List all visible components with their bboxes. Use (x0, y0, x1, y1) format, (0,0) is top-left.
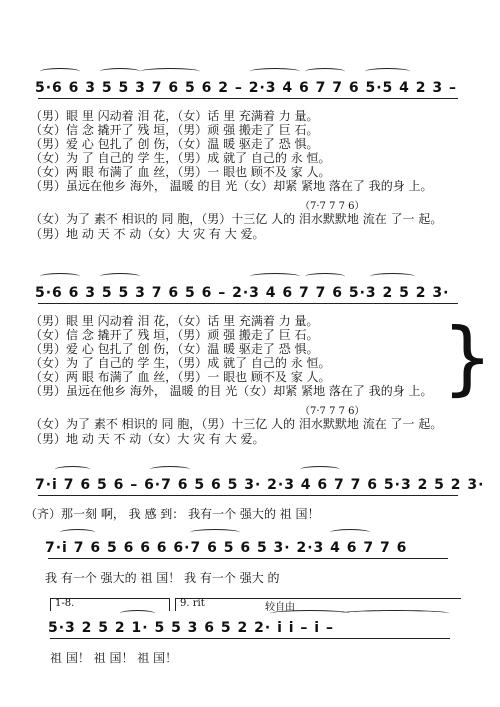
brace-icon: } (442, 311, 493, 404)
lyric-line: 祖 国！ 祖 国！ 祖 国！ (50, 651, 178, 665)
notes-line: 5·3 2 5 2 1· 5 5 3 6 5 2 2· i i – i – (48, 620, 334, 636)
slur (300, 466, 340, 473)
lyric-line: （男）眼 里 闪动着 泪 花，（女）话 里 充满着 力 量。 (30, 314, 319, 328)
beam-line (38, 98, 458, 99)
lyric-line: （女）信 念 撬开了 残 垣，（男）顽 强 搬走了 巨 石。 (30, 123, 319, 137)
slur (330, 529, 370, 536)
slur (60, 529, 95, 536)
volta-label-2: 9. rit (180, 598, 205, 609)
notes-line: 5·6 6 3 5 5 3 7 6 5 6 2 – 2·3 4 6 7 7 6 5·5 4 2 3 – (35, 80, 457, 96)
lyric-line: （女）为 了 自己的 学 生，（男）成 就了 自己的 永 恒。 (30, 151, 331, 165)
lyric-line: （男）眼 里 闪动着 泪 花，（女）话 里 充满着 力 量。 (30, 109, 319, 123)
slur (55, 466, 90, 473)
lyric-line: （男）地 动 天 不 动（女）大 灾 有 大 爱。 (30, 227, 265, 241)
notes-line: 5·6 6 3 5 5 3 7 6 5 6 – 2·3 4 6 7 7 6 5·3 2 5 2 3· (35, 285, 450, 301)
slur (190, 529, 240, 536)
lyric-line: （男）地 动 天 不 动（女）大 灾 有 大 爱。 (30, 432, 265, 446)
notes-line: 7·i 7 6 5 6 – 6·7 6 5 6 5 3· 2·3 4 6 7 7 6 5·3 2 5 2 3· (35, 477, 485, 493)
slur (365, 68, 410, 75)
slur (305, 68, 345, 75)
lyric-line: （男）虽远在他乡 海外， 温暖 的目 光（女）却紧 紧地 落在了 我的身 上。 (30, 384, 433, 398)
slur (140, 68, 200, 75)
slur (250, 273, 300, 280)
tag-notes: （7·7 7 7 6） (300, 201, 365, 212)
lyric-line: （女）为了 素不 相识的 同 胞，（男）十三亿 人的 泪水默默地 流在 了一 起。 (30, 212, 443, 226)
lyric-line: （女）为 了 自己的 学 生，（男）成 就了 自己的 永 恒。 (30, 356, 331, 370)
beam-line (38, 495, 458, 496)
tag-notes: （7·7 7 7 6） (300, 406, 365, 417)
lyric-line: （女）两 眼 布满了 血 丝，（男）一 眼也 顾不及 家 人。 (30, 165, 331, 179)
lyric-line: 我 有一个 强大的 祖 国！ 我 有一个 强大 的 (45, 571, 280, 585)
tempo-marking: 较自由 (265, 602, 295, 613)
slur (120, 610, 155, 617)
slur (150, 466, 190, 473)
lyric-line: （齐）那一刻 啊， 我 感 到： 我有一个 强大的 祖 国！ (25, 507, 320, 521)
lyric-line: （女）信 念 撬开了 残 垣，（男）顽 强 搬走了 巨 石。 (30, 328, 319, 342)
beam-line (48, 558, 448, 559)
slur (270, 610, 350, 617)
slur (250, 68, 300, 75)
slur (305, 273, 345, 280)
slur (40, 273, 80, 280)
lyric-line: （男）爱 心 包扎了 创 伤，（女）温 暖 驱走了 恐 惧。 (30, 342, 319, 356)
lyric-line: （男）虽远在他乡 海外， 温暖 的目 光（女）却紧 紧地 落在了 我的身 上。 (30, 179, 433, 193)
notes-line: 7·i 7 6 5 6 6 6 6·7 6 5 6 5 3· 2·3 4 6 7 7 6 (45, 540, 408, 556)
lyric-line: （女）两 眼 布满了 血 丝，（男）一 眼也 顾不及 家 人。 (30, 370, 331, 384)
slur (370, 273, 415, 280)
lyric-line: （女）为了 素不 相识的 同 胞，（男）十三亿 人的 泪水默默地 流在 了一 起。 (30, 417, 443, 431)
slur (340, 610, 450, 617)
volta-label-1: 1-8. (55, 598, 75, 609)
slur (100, 273, 140, 280)
volta-bracket-2 (175, 598, 461, 611)
slur (40, 68, 80, 75)
beam-line (50, 638, 450, 639)
lyric-line: （男）爱 心 包扎了 创 伤，（女）温 暖 驱走了 恐 惧。 (30, 137, 319, 151)
beam-line (38, 303, 458, 304)
slur (100, 68, 140, 75)
